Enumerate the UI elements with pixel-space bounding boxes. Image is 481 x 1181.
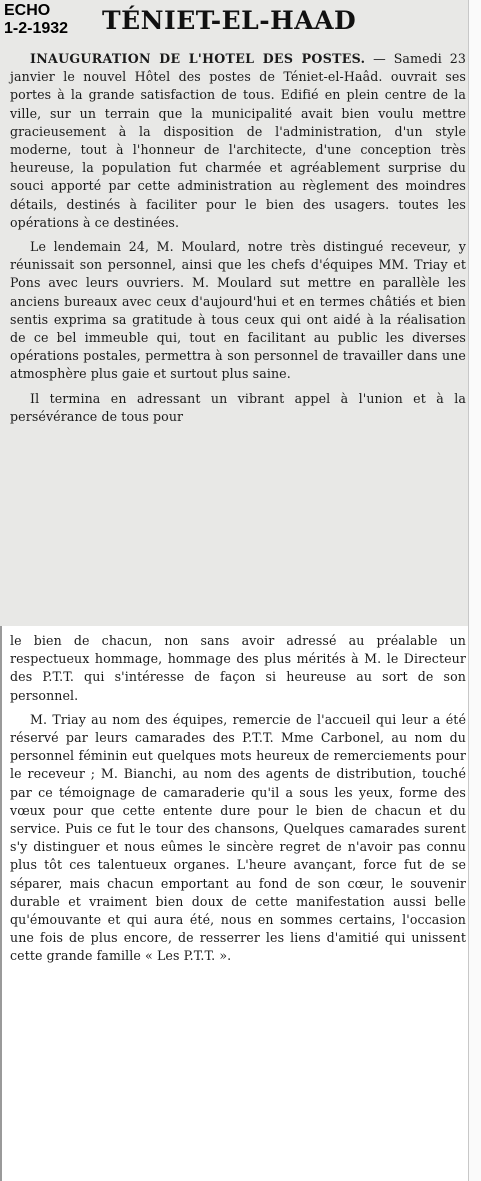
- article-paragraph-1-body: — Samedi 23 janvier le nouvel Hôtel des postes de Téniet-el-Haâd. ouvrait ses portes à la grande satisfaction de tous. Edifié en plein centre de la ville, sur un terrain que la municipalité avait bien voulu mettre gracieusement à la disposition de l'administration, d'un style moderne, tout à l'honneur de l'architecte, d'une conception très heureuse, la population fut charmée et agréablement surprise du souci apporté par cette administration au règlement des moindres détails, destinés à faciliter pour le bien des usagers. toutes les opérations à ce destinées.: [10, 51, 466, 230]
- clipping-edge-bottom: [468, 626, 481, 1181]
- article-paragraph-4: le bien de chacun, non sans avoir adressé au préalable un respectueux hommage, hommage des plus mérités à M. le Directeur des P.T.T. qui s'intéresse de façon si heureuse au sort de son personnel.: [10, 633, 466, 703]
- headline: TÉNIET-EL-HAAD: [102, 6, 357, 35]
- clipping-left-edge: [0, 626, 2, 1181]
- article-paragraph-2: Le lendemain 24, M. Moulard, notre très distingué receveur, y réunissait son personnel, ainsi que les chefs d'équipes MM. Triay et Pons avec leurs ouvriers. M. Moulard sut mettre en parallèle les anciens bureaux avec ceux d'aujourd'hui et en termes châtiés et bien sentis exprima sa gratitude à tous ceux qui ont aidé à la réalisation de ce bel immeuble qui, tout en facilitant au public les diverses opérations postales, permettra à son personnel de travailler dans une atmosphère plus gaie et surtout plus saine.: [10, 239, 466, 382]
- article-paragraph-3: Il termina en adressant un vibrant appel à l'union et à la persévérance de tous pour: [10, 390, 466, 424]
- article-top-text: [10, 50, 466, 426]
- source-date: 1-2-1932: [4, 20, 69, 37]
- source-label: [4, 2, 68, 38]
- clipping-bottom: [0, 626, 481, 1181]
- clipping-edge: [468, 0, 481, 626]
- article-bottom-text: [10, 632, 466, 966]
- article-paragraph-5: M. Triay au nom des équipes, remercie de l'accueil qui leur a été réservé par leurs camarades des P.T.T. Mme Carbonel, au nom du personnel féminin eut quelques mots heureux de remerciements pour le receveur ; M. Bianchi, au nom des agents de distribution, touché par ce témoignage de camaraderie qu'il a sous les yeux, forme des vœux pour que cette entente dure pour le bien de chacun et du service. Puis ce fut le tour des chansons, Quelques camarades surent s'y distinguer et nous eûmes le sincère regret de n'avoir pas connu plus tôt ces talentueux organes. L'heure avançant, force fut de se séparer, mais chacun emportant au fond de son cœur, le souvenir durable et vraiment bien doux de cette manifestation aussi belle qu'émouvante et qui aura été, nous en sommes certains, l'occasion une fois de plus encore, de resserrer les liens d'amitié qui unissent cette grande famille « Les P.T.T. ».: [10, 711, 466, 964]
- article-subtitle: INAUGURATION DE L'HOTEL DES POSTES.: [30, 51, 366, 66]
- source-publication: ECHO: [4, 2, 51, 19]
- article-paragraph-1: [10, 50, 466, 232]
